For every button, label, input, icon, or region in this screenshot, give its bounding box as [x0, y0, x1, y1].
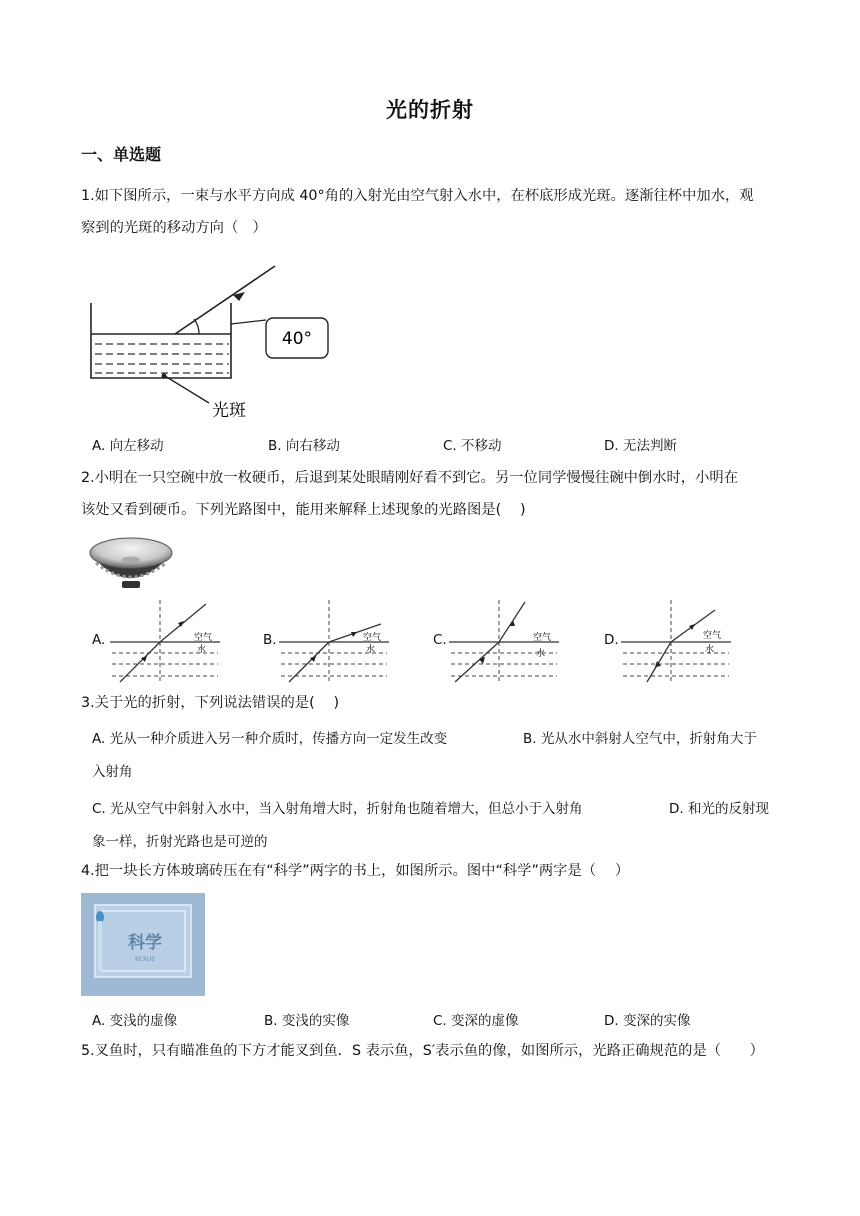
- air-label: 空气: [194, 633, 213, 643]
- spot-label: 光斑: [212, 401, 246, 421]
- q1-option-c[interactable]: C. 不移动: [443, 438, 502, 454]
- air-label: 空气: [363, 633, 382, 643]
- q4-option-a[interactable]: A. 变浅的虚像: [92, 1013, 178, 1029]
- question-1-diagram: [81, 258, 361, 428]
- q3-option-b[interactable]: B. 光从水中斜射人空气中，折射角大于: [523, 731, 757, 747]
- glass-text: 科学: [128, 933, 162, 953]
- angle-label: 40°: [281, 329, 313, 349]
- q3-option-c[interactable]: C. 光从空气中斜射入水中，当入射角增大时，折射角也随着增大，但总小于入射角: [92, 801, 583, 817]
- question-5-line-1: 5.叉鱼时，只有瞄准鱼的下方才能叉到鱼．S 表示鱼，S′表示鱼的像，如图所示，光路正确规范的是（ ）: [81, 1043, 764, 1059]
- question-1-line-2: 察到的光斑的移动方向（ ）: [81, 220, 267, 236]
- glass-brick-image: [81, 893, 205, 996]
- question-3-line-1: 3.关于光的折射，下列说法错误的是( ): [81, 695, 340, 711]
- q1-option-d[interactable]: D. 无法判断: [604, 438, 677, 454]
- q1-option-a[interactable]: A. 向左移动: [92, 438, 164, 454]
- q2-diagram-d[interactable]: [619, 598, 739, 684]
- air-label: 空气: [703, 631, 722, 641]
- q3-option-d[interactable]: D. 和光的反射现: [669, 801, 769, 817]
- q4-option-b[interactable]: B. 变浅的实像: [264, 1013, 350, 1029]
- q4-option-d[interactable]: D. 变深的实像: [604, 1013, 691, 1029]
- water-label: 水: [366, 645, 376, 655]
- q4-option-c[interactable]: C. 变深的虚像: [433, 1013, 519, 1029]
- q2-diagram-b[interactable]: [277, 598, 397, 684]
- q2-option-b[interactable]: B.: [263, 632, 277, 648]
- water-label: 水: [536, 649, 546, 659]
- q1-option-b[interactable]: B. 向右移动: [268, 438, 340, 454]
- question-2-line-1: 2.小明在一只空碗中放一枚硬币，后退到某处眼睛刚好看不到它。另一位同学慢慢往碗中倒水时，小明在: [81, 470, 738, 486]
- q3-option-d-cont[interactable]: 象一样，折射光路也是可逆的: [92, 834, 268, 850]
- question-4-line-1: 4.把一块长方体玻璃砖压在有“科学”两字的书上，如图所示。图中“科学”两字是（ ）: [81, 863, 630, 879]
- q2-option-d[interactable]: D.: [604, 632, 619, 648]
- water-label: 水: [705, 645, 715, 655]
- air-label: 空气: [533, 633, 552, 643]
- glass-subtext: KEXUE: [134, 956, 156, 963]
- page-title: 光的折射: [386, 98, 474, 122]
- section-heading: 一、单选题: [81, 145, 162, 164]
- question-1-line-1: 1.如下图所示，一束与水平方向成 40°角的入射光由空气射入水中，在杯底形成光斑。逐渐往杯中加水，观: [81, 188, 754, 204]
- q2-option-a[interactable]: A.: [92, 632, 106, 648]
- q3-option-b-cont[interactable]: 入射角: [92, 764, 133, 780]
- q2-diagram-a[interactable]: [108, 598, 228, 684]
- water-label: 水: [197, 645, 207, 655]
- question-2-line-2: 该处又看到硬币。下列光路图中，能用来解释上述现象的光路图是( ): [81, 502, 526, 518]
- bowl-image: [86, 533, 176, 593]
- q2-option-c[interactable]: C.: [433, 632, 447, 648]
- q3-option-a[interactable]: A. 光从一种介质进入另一种介质时，传播方向一定发生改变: [92, 731, 448, 747]
- q2-diagram-c[interactable]: [447, 598, 567, 684]
